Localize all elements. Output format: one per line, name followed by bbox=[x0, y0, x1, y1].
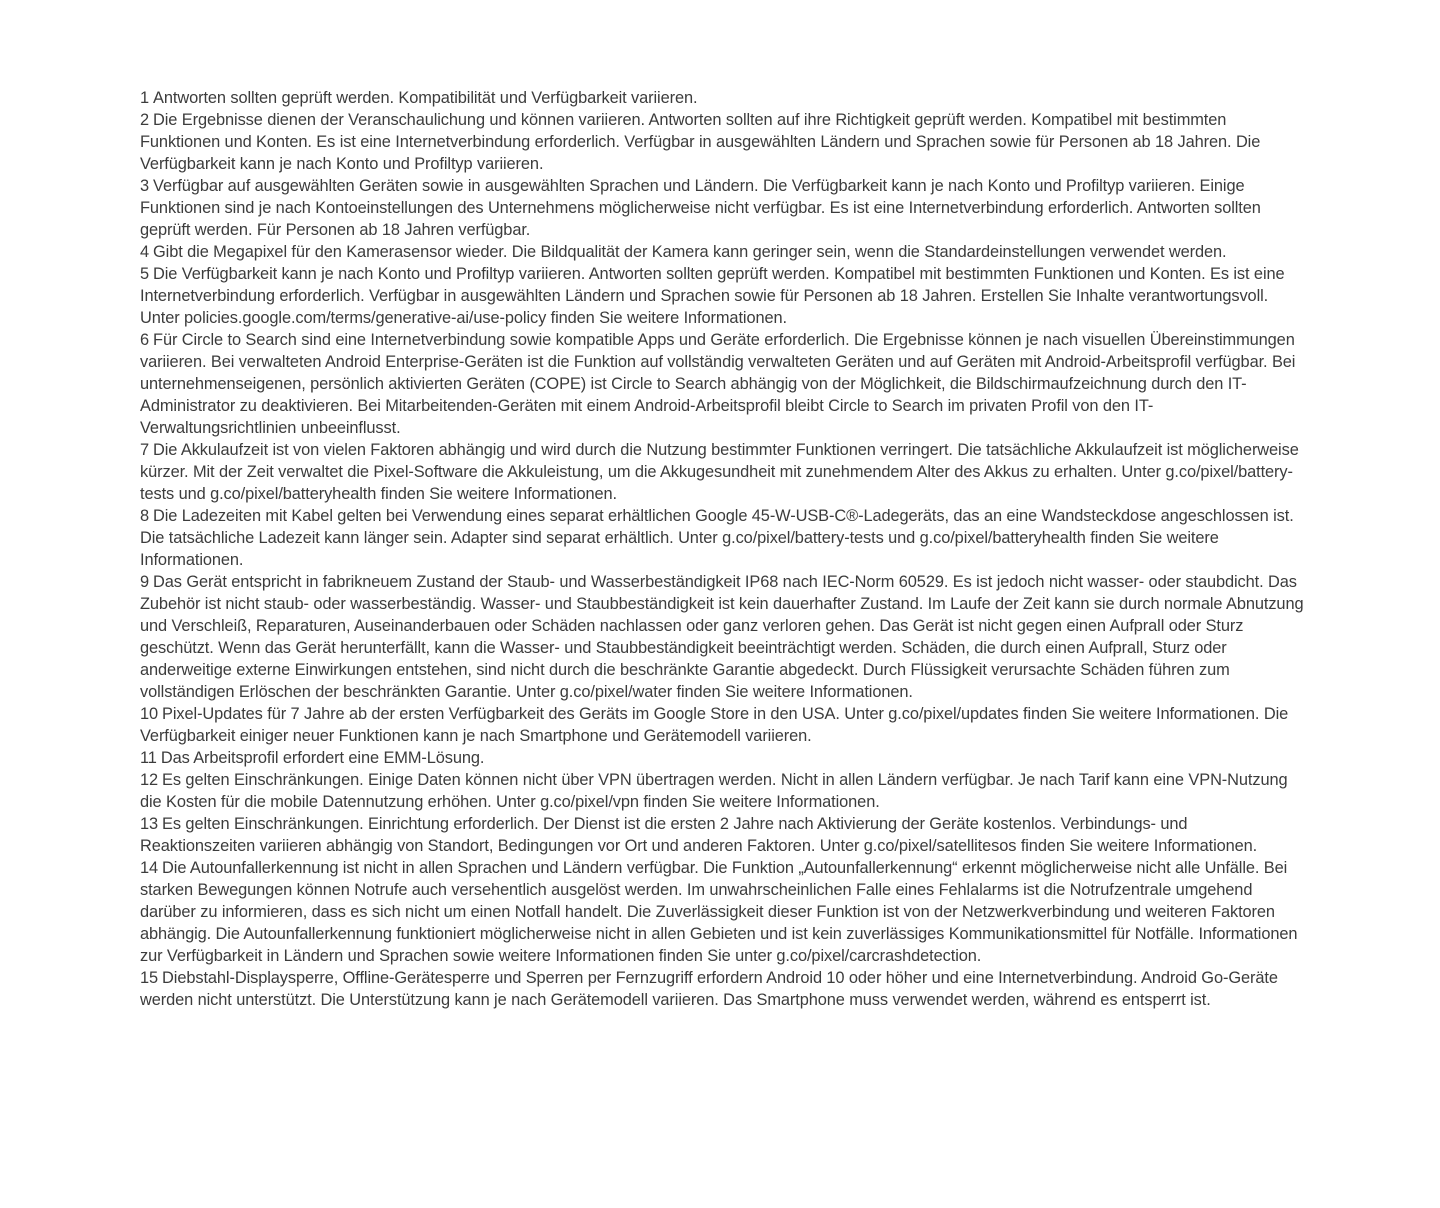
footnote-number: 5 bbox=[140, 265, 150, 283]
footnote-text: Die Akkulaufzeit ist von vielen Faktoren abhängig und wird durch die Nutzung bestimmter Funktionen verringert. Die tatsächliche Akkulaufzeit ist möglicherweise kürzer. Mit der Zeit verwaltet die Pixel-Software die Akkuleistung, um die Akkugesundheit mit zunehmendem Alter des Akkus zu erhalten. Unter g.co/pixel/battery-tests und g.co/pixel/batteryhealth finden Sie weitere Informationen. bbox=[140, 441, 1299, 503]
footnote bbox=[140, 439, 1305, 505]
footnote bbox=[140, 967, 1305, 1011]
footnote-number: 3 bbox=[140, 177, 150, 195]
footnote-number: 2 bbox=[140, 111, 150, 129]
footnote-number: 13 bbox=[140, 815, 159, 833]
footnote bbox=[140, 87, 1305, 109]
footnote-number: 7 bbox=[140, 441, 150, 459]
footnote bbox=[140, 813, 1305, 857]
footnote-number: 4 bbox=[140, 243, 150, 261]
footnote bbox=[140, 241, 1305, 263]
footnotes-list bbox=[140, 87, 1305, 1011]
footnote-text: Es gelten Einschränkungen. Einrichtung erforderlich. Der Dienst ist die ersten 2 Jahre nach Aktivierung der Geräte kostenlos. Verbindungs- und Reaktionszeiten variieren abhängig von Standort, Bedingungen vor Ort und anderen Faktoren. Unter g.co/pixel/satellitesos finden Sie weitere Informationen. bbox=[140, 815, 1258, 855]
footnote bbox=[140, 769, 1305, 813]
footnote-text: Verfügbar auf ausgewählten Geräten sowie in ausgewählten Sprachen und Ländern. Die Verfügbarkeit kann je nach Konto und Profiltyp variieren. Einige Funktionen sind je nach Kontoeinstellungen des Unternehmens möglicherweise nicht verfügbar. Es ist eine Internetverbindung erforderlich. Antworten sollten geprüft werden. Für Personen ab 18 Jahren verfügbar. bbox=[140, 177, 1261, 239]
footnote-number: 1 bbox=[140, 89, 150, 107]
footnote-number: 12 bbox=[140, 771, 159, 789]
footnote-text: Für Circle to Search sind eine Internetverbindung sowie kompatible Apps und Geräte erforderlich. Die Ergebnisse können je nach visuellen Übereinstimmungen variieren. Bei verwalteten Android Enterprise-Geräten ist die Funktion auf vollständig verwalteten Geräten und auf Geräten mit Android-Arbeitsprofil verfügbar. Bei unternehmenseigenen, persönlich aktivierten Geräten (COPE) ist Circle to Search abhängig von der Möglichkeit, die Bildschirmaufzeichnung durch den IT-Administrator zu deaktivieren. Bei Mitarbeitenden-Geräten mit einem Android-Arbeitsprofil bleibt Circle to Search im privaten Profil von den IT-Verwaltungsrichtlinien unbeeinflusst. bbox=[140, 331, 1296, 437]
footnote-number: 15 bbox=[140, 969, 159, 987]
footnote-text: Die Ergebnisse dienen der Veranschaulichung und können variieren. Antworten sollten auf ihre Richtigkeit geprüft werden. Kompatibel mit bestimmten Funktionen und Konten. Es ist eine Internetverbindung erforderlich. Verfügbar in ausgewählten Ländern und Sprachen sowie für Personen ab 18 Jahren. Die Verfügbarkeit kann je nach Konto und Profiltyp variieren. bbox=[140, 111, 1261, 173]
footnote-text: Es gelten Einschränkungen. Einige Daten können nicht über VPN übertragen werden. Nicht in allen Ländern verfügbar. Je nach Tarif kann eine VPN-Nutzung die Kosten für die mobile Datennutzung erhöhen. Unter g.co/pixel/vpn finden Sie weitere Informationen. bbox=[140, 771, 1288, 811]
footnote-text: Das Gerät entspricht in fabrikneuem Zustand der Staub- und Wasserbeständigkeit IP68 nach IEC-Norm 60529. Es ist jedoch nicht wasser- oder staubdicht. Das Zubehör ist nicht staub- oder wasserbeständig. Wasser- und Staubbeständigkeit ist kein dauerhafter Zustand. Im Laufe der Zeit kann sie durch normale Abnutzung und Verschleiß, Reparaturen, Auseinanderbauen oder Schäden nachlassen oder ganz verloren gehen. Das Gerät ist nicht gegen einen Aufprall oder Sturz geschützt. Wenn das Gerät herunterfällt, kann die Wasser- und Staubbeständigkeit beeinträchtigt werden. Schäden, die durch einen Aufprall, Sturz oder anderweitige externe Einwirkungen entstehen, sind nicht durch die beschränkte Garantie abgedeckt. Durch Flüssigkeit verursachte Schäden führen zum vollständigen Erlöschen der beschränkten Garantie. Unter g.co/pixel/water finden Sie weitere Informationen. bbox=[140, 573, 1304, 701]
footnote bbox=[140, 703, 1305, 747]
footnote bbox=[140, 109, 1305, 175]
footnote-text: Antworten sollten geprüft werden. Kompatibilität und Verfügbarkeit variieren. bbox=[153, 89, 698, 107]
footnote-number: 14 bbox=[140, 859, 159, 877]
footnote bbox=[140, 263, 1305, 329]
footnote-number: 8 bbox=[140, 507, 150, 525]
footnote bbox=[140, 329, 1305, 439]
footnote-text: Die Ladezeiten mit Kabel gelten bei Verwendung eines separat erhältlichen Google 45-W-USB-C®-Ladegeräts, das an eine Wandsteckdose angeschlossen ist. Die tatsächliche Ladezeit kann länger sein. Adapter sind separat erhältlich. Unter g.co/pixel/battery-tests und g.co/pixel/batteryhealth finden Sie weitere Informationen. bbox=[140, 507, 1294, 569]
footnote bbox=[140, 571, 1305, 703]
footnote-text: Die Autounfallerkennung ist nicht in allen Sprachen und Ländern verfügbar. Die Funktion „Autounfallerkennung“ erkennt möglicherweise nicht alle Unfälle. Bei starken Bewegungen können Notrufe auch versehentlich ausgelöst werden. Im unwahrscheinlichen Falle eines Fehlalarms ist die Notrufzentrale umgehend darüber zu informieren, dass es sich nicht um einen Notfall handelt. Die Zuverlässigkeit dieser Funktion ist von der Netzwerkverbindung und weiteren Faktoren abhängig. Die Autounfallerkennung funktioniert möglicherweise nicht in allen Gebieten und ist kein zuverlässiges Kommunikationsmittel für Notfälle. Informationen zur Verfügbarkeit in Ländern und Sprachen sowie weitere Informationen finden Sie unter g.co/pixel/carcrashdetection. bbox=[140, 859, 1298, 965]
footnote-text: Die Verfügbarkeit kann je nach Konto und Profiltyp variieren. Antworten sollten geprüft werden. Kompatibel mit bestimmten Funktionen und Konten. Es ist eine Internetverbindung erforderlich. Verfügbar in ausgewählten Ländern und Sprachen sowie für Personen ab 18 Jahren. Erstellen Sie Inhalte verantwortungsvoll. Unter policies.google.com/terms/generative-ai/use-policy finden Sie weitere Informationen. bbox=[140, 265, 1285, 327]
footnote-text: Das Arbeitsprofil erfordert eine EMM-Lösung. bbox=[160, 749, 485, 767]
footnote bbox=[140, 505, 1305, 571]
footnote-text: Gibt die Megapixel für den Kamerasensor wieder. Die Bildqualität der Kamera kann geringer sein, wenn die Standardeinstellungen verwendet werden. bbox=[153, 243, 1227, 261]
footnote-text: Pixel-Updates für 7 Jahre ab der ersten Verfügbarkeit des Geräts im Google Store in den USA. Unter g.co/pixel/updates finden Sie weitere Informationen. Die Verfügbarkeit einiger neuer Funktionen kann je nach Smartphone und Gerätemodell variieren. bbox=[140, 705, 1289, 745]
footnote-number: 10 bbox=[140, 705, 159, 723]
footnote bbox=[140, 175, 1305, 241]
footnote bbox=[140, 857, 1305, 967]
footnote-text: Diebstahl-Displaysperre, Offline-Gerätesperre und Sperren per Fernzugriff erfordern Android 10 oder höher und eine Internetverbindung. Android Go-Geräte werden nicht unterstützt. Die Unterstützung kann je nach Gerätemodell variieren. Das Smartphone muss verwendet werden, während es entsperrt ist. bbox=[140, 969, 1278, 1009]
footnote-number: 11 bbox=[140, 749, 157, 767]
footnote bbox=[140, 747, 1305, 769]
footnote-number: 6 bbox=[140, 331, 150, 349]
footnote-number: 9 bbox=[140, 573, 150, 591]
